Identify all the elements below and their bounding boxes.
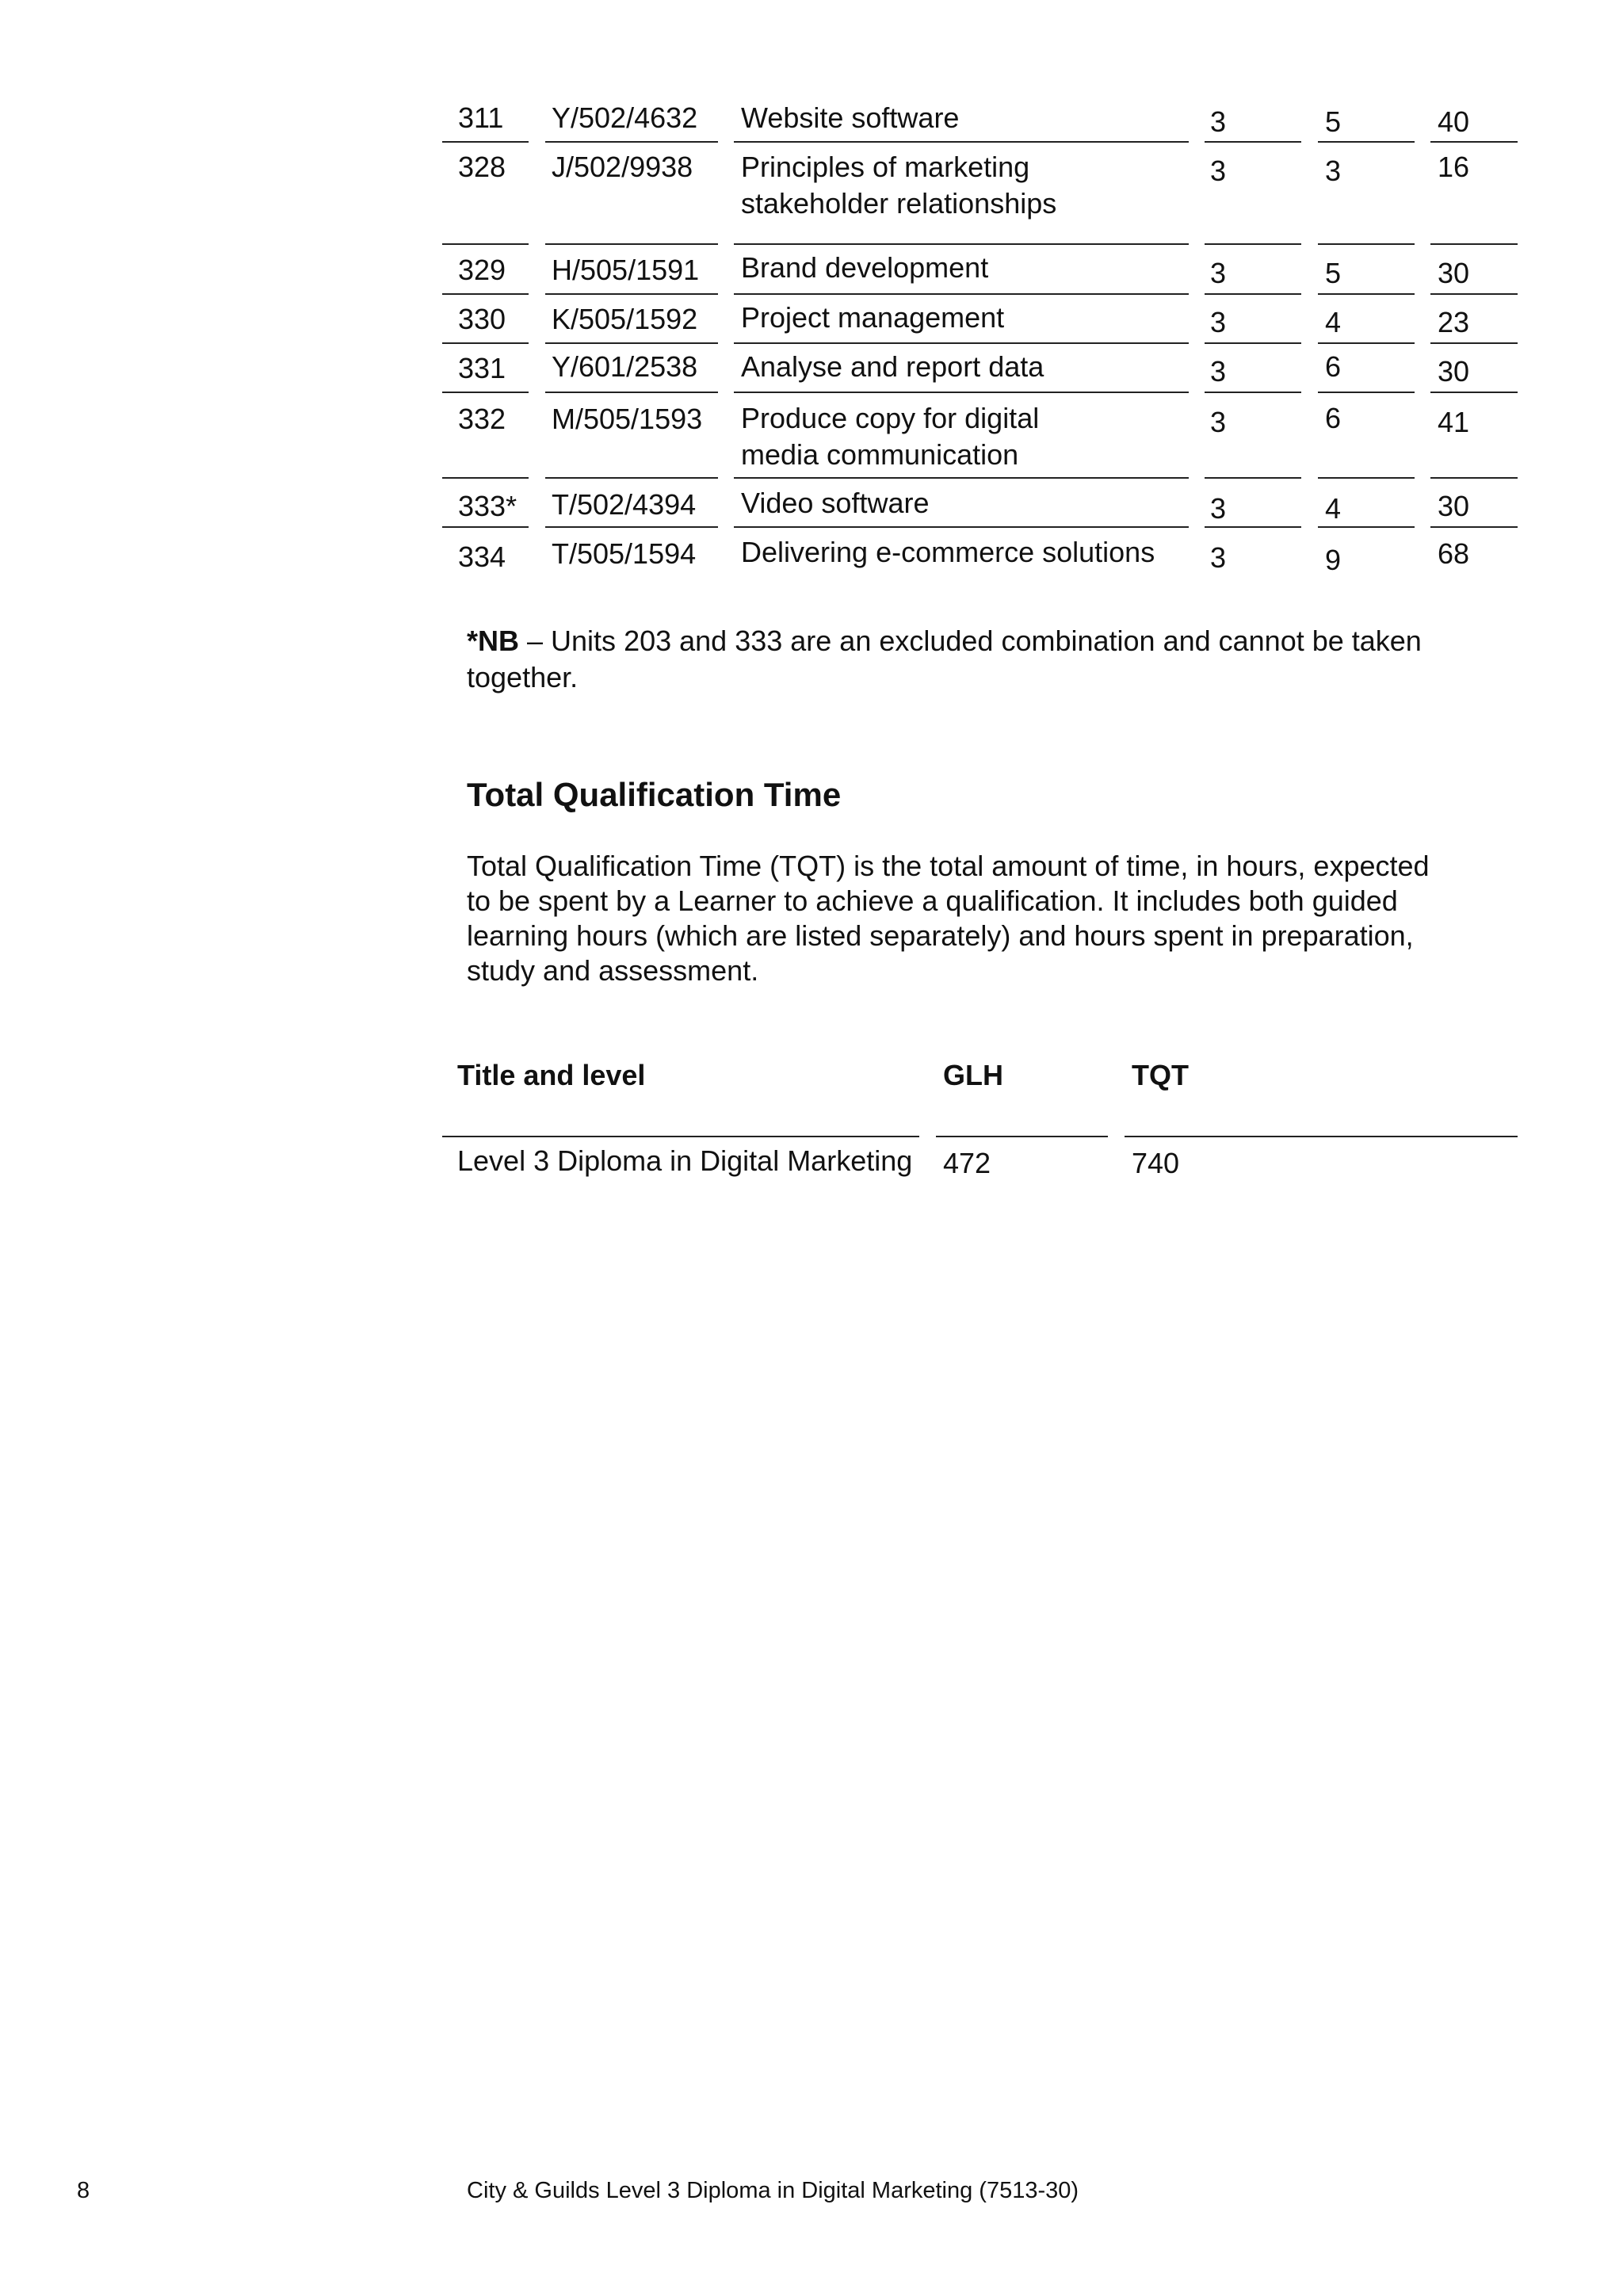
unit-glh: 68 xyxy=(1438,537,1470,570)
row-divider xyxy=(545,342,718,344)
section-heading: Total Qualification Time xyxy=(467,776,842,813)
unit-ref: Y/502/4632 xyxy=(552,101,698,134)
unit-ref: J/502/9938 xyxy=(552,151,693,183)
note-text: – Units 203 and 333 are an excluded combination and cannot be taken together. xyxy=(467,625,1422,693)
row-divider xyxy=(1318,477,1415,479)
row-divider xyxy=(734,477,1189,479)
unit-credit: 5 xyxy=(1325,105,1342,138)
page-number: 8 xyxy=(77,2178,90,2203)
unit-number: 311 xyxy=(458,101,504,134)
row-divider xyxy=(442,141,529,143)
unit-number: 332 xyxy=(458,403,506,435)
row-divider xyxy=(1318,392,1415,393)
unit-glh: 30 xyxy=(1438,355,1470,388)
row-divider xyxy=(1430,342,1518,344)
unit-credit: 6 xyxy=(1325,402,1342,434)
row-divider xyxy=(545,293,718,295)
unit-glh: 23 xyxy=(1438,306,1470,338)
row-divider xyxy=(1430,293,1518,295)
row-divider xyxy=(1430,477,1518,479)
row-divider xyxy=(442,243,529,245)
row-divider xyxy=(734,342,1189,344)
row-divider xyxy=(545,392,718,393)
unit-title: Video software xyxy=(741,487,930,519)
row-divider xyxy=(1318,243,1415,245)
unit-level: 3 xyxy=(1210,541,1227,574)
unit-level: 3 xyxy=(1210,257,1227,289)
row-divider xyxy=(442,477,529,479)
unit-title: Brand development xyxy=(741,251,989,284)
row-divider xyxy=(1205,477,1301,479)
row-divider xyxy=(442,392,529,393)
header-divider xyxy=(936,1136,1108,1137)
unit-ref: M/505/1593 xyxy=(552,403,703,435)
unit-credit: 4 xyxy=(1325,306,1342,338)
row-divider xyxy=(545,526,718,528)
row-divider xyxy=(734,293,1189,295)
unit-ref: Y/601/2538 xyxy=(552,350,698,383)
tqt-description: Total Qualification Time (TQT) is the total amount of time, in hours, expected to be spent by a Learner to achieve a qualification. It includes both guided learning hours (which are listed separately) and hours spent in preparation, study and assessment. xyxy=(467,850,1430,987)
unit-credit: 4 xyxy=(1325,492,1342,525)
row-divider xyxy=(1318,141,1415,143)
unit-number: 334 xyxy=(458,541,506,573)
row-divider xyxy=(442,342,529,344)
unit-title: Website software xyxy=(741,101,960,134)
unit-level: 3 xyxy=(1210,306,1227,338)
row-divider xyxy=(734,526,1189,528)
unit-title: Delivering e-commerce solutions xyxy=(741,536,1155,568)
unit-credit: 3 xyxy=(1325,155,1342,187)
qualification-glh: 472 xyxy=(943,1147,991,1179)
row-divider xyxy=(442,526,529,528)
row-divider xyxy=(1205,141,1301,143)
unit-glh: 41 xyxy=(1438,406,1470,438)
row-divider xyxy=(1205,392,1301,393)
row-divider xyxy=(734,243,1189,245)
row-divider xyxy=(1430,392,1518,393)
unit-ref: T/502/4394 xyxy=(552,488,697,521)
row-divider xyxy=(1430,526,1518,528)
unit-number: 333* xyxy=(458,490,517,522)
footer-document-title: City & Guilds Level 3 Diploma in Digital Marketing (7513-30) xyxy=(467,2178,1079,2203)
unit-credit: 6 xyxy=(1325,350,1342,383)
column-header-title: Title and level xyxy=(457,1059,646,1091)
row-divider xyxy=(1205,293,1301,295)
column-header-glh: GLH xyxy=(943,1059,1003,1091)
row-divider xyxy=(734,141,1189,143)
unit-number: 328 xyxy=(458,151,506,183)
unit-number: 331 xyxy=(458,352,506,384)
column-header-tqt: TQT xyxy=(1132,1059,1189,1091)
unit-title: Project management xyxy=(741,301,1005,334)
qualification-tqt: 740 xyxy=(1132,1147,1180,1179)
unit-credit: 9 xyxy=(1325,544,1342,576)
qualification-title: Level 3 Diploma in Digital Marketing xyxy=(457,1144,913,1177)
note-label: *NB xyxy=(467,625,520,657)
unit-ref: H/505/1591 xyxy=(552,254,700,286)
header-divider xyxy=(442,1136,919,1137)
row-divider xyxy=(442,293,529,295)
row-divider xyxy=(1430,243,1518,245)
unit-level: 3 xyxy=(1210,406,1227,438)
row-divider xyxy=(1205,342,1301,344)
unit-credit: 5 xyxy=(1325,257,1342,289)
excluded-combination-note xyxy=(467,623,1426,696)
row-divider xyxy=(1205,243,1301,245)
unit-glh: 30 xyxy=(1438,257,1470,289)
unit-glh: 16 xyxy=(1438,151,1470,183)
header-divider xyxy=(1125,1136,1518,1137)
unit-level: 3 xyxy=(1210,105,1227,138)
unit-title: Analyse and report data xyxy=(741,350,1044,383)
row-divider xyxy=(1318,342,1415,344)
unit-level: 3 xyxy=(1210,155,1227,187)
unit-ref: K/505/1592 xyxy=(552,303,698,335)
unit-glh: 40 xyxy=(1438,105,1470,138)
row-divider xyxy=(734,392,1189,393)
row-divider xyxy=(545,477,718,479)
row-divider xyxy=(1205,526,1301,528)
unit-ref: T/505/1594 xyxy=(552,537,697,570)
unit-level: 3 xyxy=(1210,492,1227,525)
unit-level: 3 xyxy=(1210,355,1227,388)
unit-title: Principles of marketing stakeholder relationships xyxy=(741,151,1057,220)
row-divider xyxy=(1318,293,1415,295)
unit-title: Produce copy for digital media communication xyxy=(741,402,1040,471)
units-table xyxy=(0,0,1623,602)
row-divider xyxy=(545,141,718,143)
unit-number: 330 xyxy=(458,303,506,335)
unit-glh: 30 xyxy=(1438,490,1470,522)
row-divider xyxy=(545,243,718,245)
unit-number: 329 xyxy=(458,254,506,286)
row-divider xyxy=(1430,141,1518,143)
row-divider xyxy=(1318,526,1415,528)
